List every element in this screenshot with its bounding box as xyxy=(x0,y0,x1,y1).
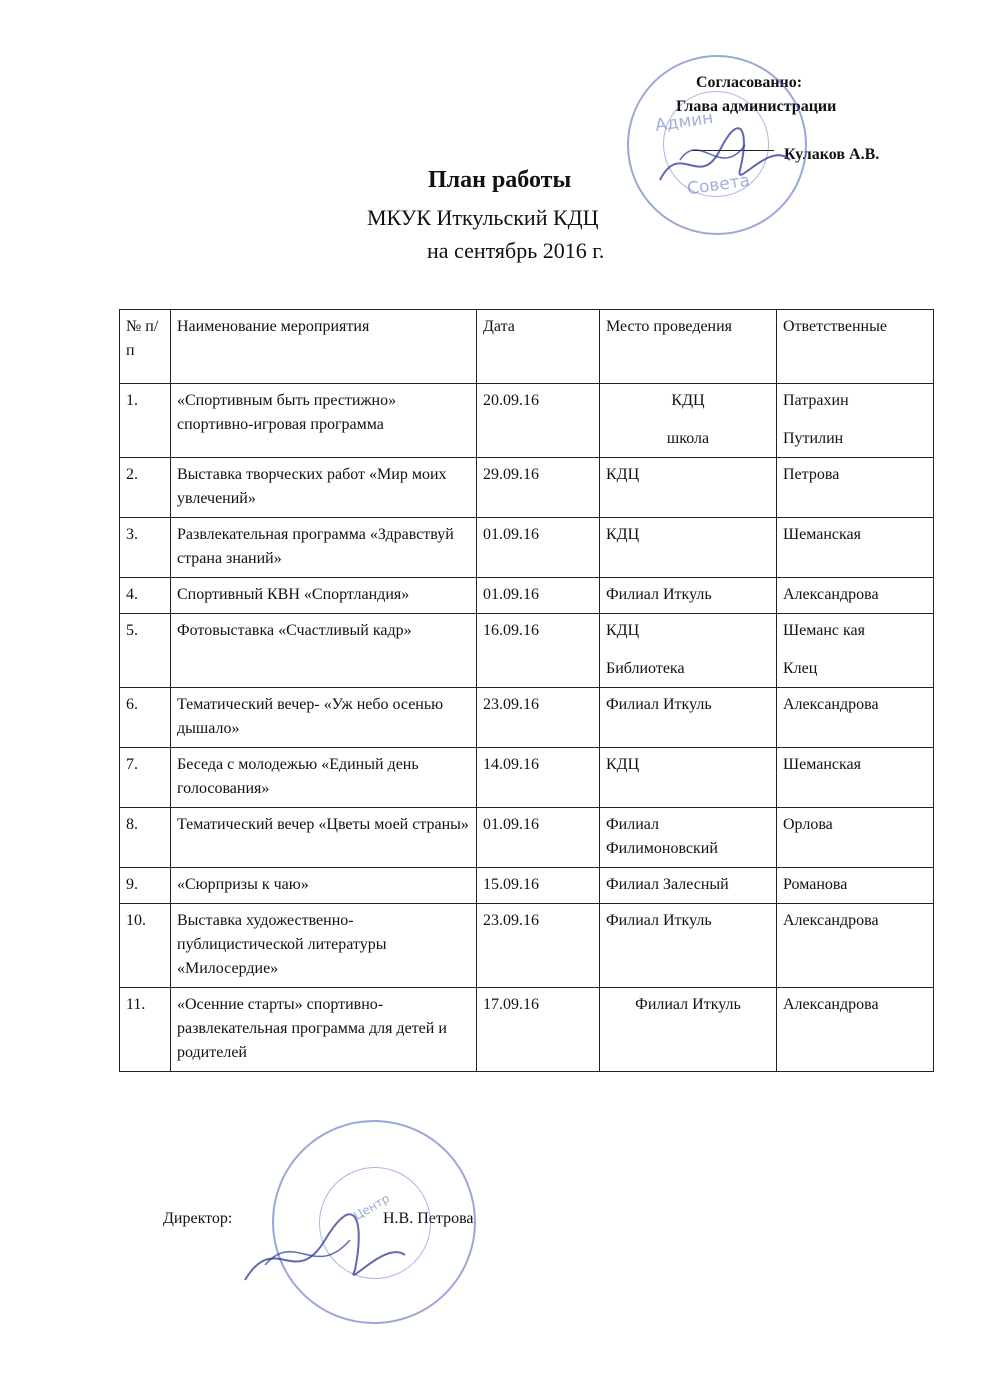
table-header-row xyxy=(120,310,934,384)
row-number: 2. xyxy=(120,458,171,518)
responsible xyxy=(777,458,934,518)
responsible-person: Александрова xyxy=(783,586,879,603)
place-line: Филиал Иткуль xyxy=(635,996,741,1013)
table-row xyxy=(120,748,934,808)
place-line: КДЦ xyxy=(606,622,640,639)
responsible-person: Петрова xyxy=(783,466,840,483)
place-line: школа xyxy=(666,430,710,447)
approval-position: Глава администрации xyxy=(676,98,837,115)
row-number: 5. xyxy=(120,614,171,688)
row-number: 9. xyxy=(120,868,171,904)
event-date: 23.09.16 xyxy=(477,904,600,988)
table-row xyxy=(120,614,934,688)
responsible-person: Шеманская xyxy=(783,526,862,543)
event-name: Фотовыставка «Счастливый кадр» xyxy=(171,614,477,688)
event-place xyxy=(600,808,777,868)
event-date: 01.09.16 xyxy=(477,518,600,578)
place-line: Филиал Залесный xyxy=(606,876,729,893)
responsible-person: Александрова xyxy=(783,912,879,929)
event-date: 15.09.16 xyxy=(477,868,600,904)
event-place xyxy=(600,904,777,988)
responsible-person: Романова xyxy=(783,876,848,893)
event-place xyxy=(600,988,777,1072)
row-number: 10. xyxy=(120,904,171,988)
responsible-person: Патрахин xyxy=(783,392,849,409)
responsible xyxy=(777,578,934,614)
column-header: Дата xyxy=(477,310,600,384)
place-line: КДЦ xyxy=(671,392,705,409)
responsible-person: Александрова xyxy=(783,996,879,1013)
column-header: № п/п xyxy=(120,310,171,384)
stamp-text: Админ xyxy=(653,108,715,136)
event-place xyxy=(600,614,777,688)
responsible xyxy=(777,688,934,748)
event-name: Выставка художественно-публицистической литературы «Милосердие» xyxy=(171,904,477,988)
row-number: 7. xyxy=(120,748,171,808)
responsible-person: Александрова xyxy=(783,696,879,713)
column-header: Место проведения xyxy=(600,310,777,384)
responsible xyxy=(777,904,934,988)
event-date: 29.09.16 xyxy=(477,458,600,518)
event-name: Тематический вечер- «Уж небо осенью дышало» xyxy=(171,688,477,748)
place-line: Библиотека xyxy=(606,660,685,677)
stamp-text: Совета xyxy=(685,170,752,200)
event-name: Развлекательная программа «Здравствуй страна знаний» xyxy=(171,518,477,578)
event-date: 01.09.16 xyxy=(477,808,600,868)
place-line: КДЦ xyxy=(606,526,640,543)
place-line: КДЦ xyxy=(606,756,640,773)
event-date: 17.09.16 xyxy=(477,988,600,1072)
table-row xyxy=(120,988,934,1072)
signature-bottom xyxy=(235,1210,415,1300)
row-number: 11. xyxy=(120,988,171,1072)
table-row xyxy=(120,868,934,904)
place-line: Филиал Иткуль xyxy=(606,586,712,603)
event-name: Спортивный КВН «Спортландия» xyxy=(171,578,477,614)
table-row xyxy=(120,384,934,458)
event-name: Выставка творческих работ «Мир моих увлечений» xyxy=(171,458,477,518)
event-date: 20.09.16 xyxy=(477,384,600,458)
table-row xyxy=(120,808,934,868)
place-line: Филиал Иткуль xyxy=(606,696,712,713)
responsible-person: Путилин xyxy=(783,430,844,447)
director-label: Директор: xyxy=(163,1210,233,1227)
responsible-person: Шеманская xyxy=(783,756,862,773)
responsible xyxy=(777,808,934,868)
event-place xyxy=(600,748,777,808)
table-row xyxy=(120,578,934,614)
place-line: Филиал Филимоновский xyxy=(606,816,718,857)
event-date: 16.09.16 xyxy=(477,614,600,688)
event-name: «Спортивным быть престижно» спортивно-игровая программа xyxy=(171,384,477,458)
event-date: 14.09.16 xyxy=(477,748,600,808)
table-row xyxy=(120,458,934,518)
responsible-person: Орлова xyxy=(783,816,833,833)
event-name: «Осенние старты» спортивно-развлекательная программа для детей и родителей xyxy=(171,988,477,1072)
responsible xyxy=(777,868,934,904)
approval-label: Согласованно: xyxy=(696,74,803,91)
row-number: 6. xyxy=(120,688,171,748)
event-place xyxy=(600,384,777,458)
director-name: Н.В. Петрова xyxy=(383,1210,474,1227)
event-name: Беседа с молодежью «Единый день голосования» xyxy=(171,748,477,808)
responsible xyxy=(777,518,934,578)
responsible xyxy=(777,614,934,688)
responsible xyxy=(777,988,934,1072)
row-number: 8. xyxy=(120,808,171,868)
events-table xyxy=(119,309,934,1072)
table-row xyxy=(120,518,934,578)
place-line: Филиал Иткуль xyxy=(606,912,712,929)
responsible xyxy=(777,384,934,458)
table-row xyxy=(120,904,934,988)
event-place xyxy=(600,688,777,748)
signature-top xyxy=(650,120,800,200)
event-date: 01.09.16 xyxy=(477,578,600,614)
event-place xyxy=(600,868,777,904)
column-header: Ответственные xyxy=(777,310,934,384)
row-number: 3. xyxy=(120,518,171,578)
responsible-person: Клец xyxy=(783,660,818,677)
responsible-person: Шеманс кая xyxy=(783,622,866,639)
event-date: 23.09.16 xyxy=(477,688,600,748)
event-place xyxy=(600,518,777,578)
approval-name: Кулаков А.В. xyxy=(784,146,880,163)
place-line: КДЦ xyxy=(606,466,640,483)
table-row xyxy=(120,688,934,748)
event-name: «Сюрпризы к чаю» xyxy=(171,868,477,904)
row-number: 4. xyxy=(120,578,171,614)
event-name: Тематический вечер «Цветы моей страны» xyxy=(171,808,477,868)
responsible xyxy=(777,748,934,808)
event-place xyxy=(600,458,777,518)
event-place xyxy=(600,578,777,614)
column-header: Наименование мероприятия xyxy=(171,310,477,384)
row-number: 1. xyxy=(120,384,171,458)
stamp-text: Центр xyxy=(351,1191,393,1223)
